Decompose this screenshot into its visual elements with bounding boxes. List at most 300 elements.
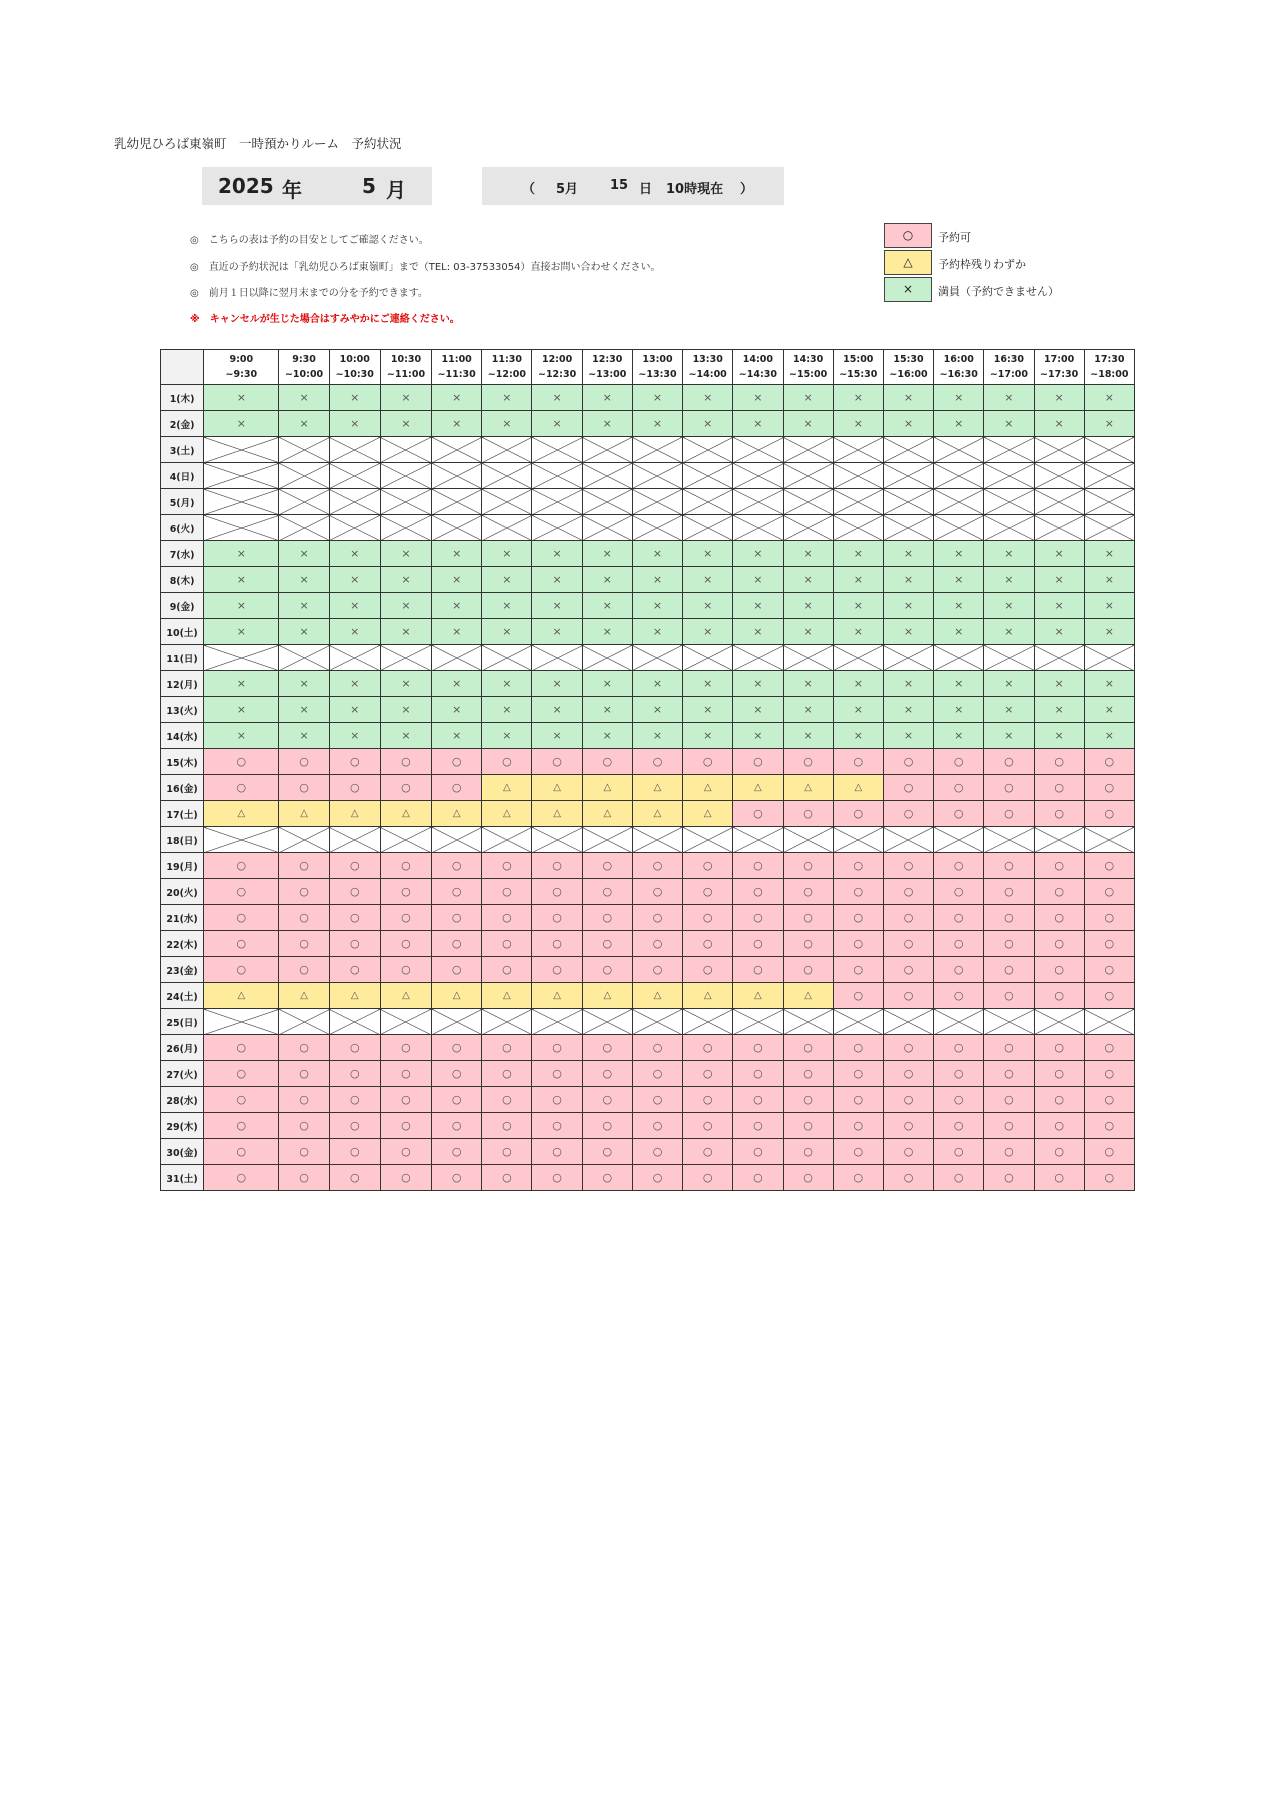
slot-status-cell: ○ — [833, 749, 883, 775]
closed-slot-cell — [582, 437, 632, 463]
slot-status-cell: ○ — [883, 801, 933, 827]
slot-status-cell: ○ — [833, 1035, 883, 1061]
day-row — [161, 411, 1135, 437]
closed-slot-cell — [532, 1009, 582, 1035]
slot-status-cell: × — [883, 723, 933, 749]
slot-status-cell: ○ — [733, 1035, 783, 1061]
slot-status-cell: ○ — [934, 1113, 984, 1139]
slot-status-cell: × — [984, 697, 1034, 723]
slot-status-cell: ○ — [833, 931, 883, 957]
closed-slot-cell — [1084, 1009, 1134, 1035]
closed-slot-cell — [783, 515, 833, 541]
slot-status-cell: ○ — [1034, 1035, 1084, 1061]
slot-status-cell: × — [380, 411, 431, 437]
slot-status-cell: × — [984, 411, 1034, 437]
closed-slot-cell — [733, 515, 783, 541]
slot-status-cell: ○ — [204, 853, 279, 879]
slot-status-cell: × — [1034, 619, 1084, 645]
closed-slot-cell — [733, 1009, 783, 1035]
closed-slot-cell — [432, 645, 482, 671]
slot-status-cell: × — [380, 567, 431, 593]
closed-slot-cell — [1034, 489, 1084, 515]
closed-slot-cell — [833, 489, 883, 515]
closed-slot-cell — [883, 437, 933, 463]
day-row — [161, 385, 1135, 411]
day-label: 31(土) — [161, 1165, 204, 1191]
slot-status-cell: × — [482, 671, 532, 697]
slot-header — [984, 350, 1034, 385]
closed-slot-cell — [1034, 1009, 1084, 1035]
day-label: 29(木) — [161, 1113, 204, 1139]
day-label: 21(水) — [161, 905, 204, 931]
reservation-table — [160, 349, 1135, 1191]
slot-status-cell: × — [833, 619, 883, 645]
slot-start: 17:30 — [1094, 354, 1125, 365]
slot-status-cell: △ — [582, 983, 632, 1009]
slot-status-cell: ○ — [380, 1139, 431, 1165]
day-label: 25(日) — [161, 1009, 204, 1035]
day-label: 8(木) — [161, 567, 204, 593]
slot-status-cell: × — [883, 385, 933, 411]
closed-slot-cell — [934, 463, 984, 489]
slot-status-cell: × — [279, 723, 329, 749]
slot-status-cell: ○ — [733, 853, 783, 879]
slot-status-cell: ○ — [1034, 1139, 1084, 1165]
slot-status-cell: × — [279, 411, 329, 437]
closed-slot-cell — [833, 827, 883, 853]
slot-header — [883, 350, 933, 385]
slot-status-cell: × — [279, 541, 329, 567]
slot-status-cell: ○ — [1084, 879, 1134, 905]
closed-slot-cell — [380, 437, 431, 463]
closed-slot-cell — [279, 463, 329, 489]
slot-status-cell: △ — [482, 983, 532, 1009]
slot-status-cell: × — [934, 723, 984, 749]
slot-status-cell: ○ — [733, 879, 783, 905]
slot-end: ~17:30 — [1040, 369, 1079, 380]
slot-status-cell: ○ — [432, 931, 482, 957]
slot-status-cell: ○ — [1084, 1061, 1134, 1087]
day-row — [161, 463, 1135, 489]
slot-status-cell: ○ — [783, 1035, 833, 1061]
slot-status-cell: ○ — [1084, 1139, 1134, 1165]
slot-status-cell: ○ — [733, 957, 783, 983]
slot-status-cell: ○ — [683, 749, 733, 775]
day-label: 27(火) — [161, 1061, 204, 1087]
slot-header — [432, 350, 482, 385]
slot-status-cell: × — [380, 593, 431, 619]
slot-status-cell: ○ — [1034, 983, 1084, 1009]
closed-slot-cell — [532, 645, 582, 671]
slot-status-cell: ○ — [1034, 853, 1084, 879]
day-row — [161, 541, 1135, 567]
slot-status-cell: × — [204, 619, 279, 645]
closed-slot-cell — [833, 1009, 883, 1035]
slot-status-cell: ○ — [934, 931, 984, 957]
slot-status-cell: × — [683, 723, 733, 749]
slot-status-cell: △ — [783, 775, 833, 801]
slot-status-cell: ○ — [532, 853, 582, 879]
slot-status-cell: ○ — [1084, 1165, 1134, 1191]
slot-status-cell: ○ — [1034, 931, 1084, 957]
day-row — [161, 619, 1135, 645]
slot-status-cell: ○ — [204, 1165, 279, 1191]
slot-status-cell: △ — [432, 983, 482, 1009]
slot-status-cell: × — [329, 411, 380, 437]
slot-status-cell: ○ — [432, 957, 482, 983]
closed-slot-cell — [632, 827, 682, 853]
slot-header — [733, 350, 783, 385]
slot-status-cell: △ — [482, 775, 532, 801]
slot-status-cell: × — [733, 723, 783, 749]
slot-status-cell: × — [482, 411, 532, 437]
closed-slot-cell — [329, 645, 380, 671]
slot-end: ~16:00 — [889, 369, 928, 380]
closed-slot-cell — [532, 515, 582, 541]
closed-slot-cell — [329, 437, 380, 463]
slot-status-cell: ○ — [783, 749, 833, 775]
slot-status-cell: × — [934, 593, 984, 619]
slot-status-cell: × — [279, 671, 329, 697]
slot-status-cell: × — [934, 385, 984, 411]
slot-status-cell: × — [683, 593, 733, 619]
closed-slot-cell — [1034, 645, 1084, 671]
slot-status-cell: × — [204, 385, 279, 411]
day-label: 16(金) — [161, 775, 204, 801]
slot-status-cell: ○ — [329, 879, 380, 905]
closed-slot-cell — [1084, 463, 1134, 489]
slot-status-cell: ○ — [279, 749, 329, 775]
slot-status-cell: △ — [733, 983, 783, 1009]
slot-status-cell: ○ — [1084, 749, 1134, 775]
slot-status-cell: × — [1084, 593, 1134, 619]
slot-status-cell: ○ — [934, 801, 984, 827]
slot-status-cell: ○ — [934, 957, 984, 983]
closed-slot-cell — [984, 437, 1034, 463]
slot-status-cell: ○ — [984, 957, 1034, 983]
slot-status-cell: × — [329, 671, 380, 697]
day-row — [161, 567, 1135, 593]
slot-status-cell: × — [1084, 541, 1134, 567]
slot-status-cell: ○ — [380, 1061, 431, 1087]
closed-slot-cell — [1084, 515, 1134, 541]
day-row — [161, 749, 1135, 775]
slot-status-cell: ○ — [532, 749, 582, 775]
slot-status-cell: ○ — [934, 1035, 984, 1061]
slot-status-cell: ○ — [482, 1035, 532, 1061]
slot-status-cell: ○ — [204, 1035, 279, 1061]
slot-status-cell: △ — [733, 775, 783, 801]
slot-status-cell: ○ — [532, 1087, 582, 1113]
closed-slot-cell — [279, 489, 329, 515]
slot-status-cell: ○ — [279, 931, 329, 957]
day-label: 4(日) — [161, 463, 204, 489]
closed-slot-cell — [329, 515, 380, 541]
day-label: 10(土) — [161, 619, 204, 645]
slot-status-cell: × — [783, 385, 833, 411]
slot-start: 16:30 — [993, 354, 1025, 365]
closed-slot-cell — [683, 437, 733, 463]
slot-status-cell: ○ — [934, 879, 984, 905]
slot-status-cell: ○ — [683, 905, 733, 931]
slot-status-cell: × — [683, 671, 733, 697]
day-row — [161, 645, 1135, 671]
slot-status-cell: × — [632, 671, 682, 697]
legend-full-label: 満員（予約できません） — [938, 285, 1059, 298]
slot-status-cell: ○ — [329, 905, 380, 931]
slot-status-cell: × — [432, 411, 482, 437]
day-label: 14(水) — [161, 723, 204, 749]
legend-available-label: 予約可 — [938, 231, 971, 244]
legend-few-left-label: 予約枠残りわずか — [938, 258, 1026, 271]
slot-status-cell: ○ — [432, 1087, 482, 1113]
as-of-month: 5月 — [556, 182, 579, 197]
slot-status-cell: ○ — [783, 931, 833, 957]
day-row — [161, 879, 1135, 905]
day-row — [161, 515, 1135, 541]
slot-header — [1084, 350, 1134, 385]
slot-start: 12:30 — [592, 354, 623, 365]
slot-status-cell: ○ — [204, 879, 279, 905]
slot-status-cell: △ — [432, 801, 482, 827]
slot-status-cell: × — [1084, 619, 1134, 645]
slot-status-cell: × — [683, 541, 733, 567]
slot-status-cell: × — [329, 385, 380, 411]
closed-slot-cell — [204, 463, 279, 489]
slot-status-cell: × — [279, 697, 329, 723]
slot-status-cell: ○ — [883, 1087, 933, 1113]
slot-status-cell: ○ — [380, 879, 431, 905]
slot-status-cell: ○ — [883, 879, 933, 905]
slot-status-cell: △ — [532, 801, 582, 827]
slot-status-cell: ○ — [1084, 1035, 1134, 1061]
slot-status-cell: ○ — [632, 853, 682, 879]
day-row — [161, 1035, 1135, 1061]
slot-status-cell: ○ — [482, 957, 532, 983]
slot-status-cell: ○ — [683, 853, 733, 879]
closed-slot-cell — [279, 515, 329, 541]
day-row — [161, 801, 1135, 827]
slot-status-cell: × — [1084, 697, 1134, 723]
slot-status-cell: ○ — [632, 1139, 682, 1165]
day-row — [161, 697, 1135, 723]
closed-slot-cell — [833, 515, 883, 541]
day-label: 9(金) — [161, 593, 204, 619]
day-label: 24(土) — [161, 983, 204, 1009]
slot-header — [683, 350, 733, 385]
slot-status-cell: × — [329, 697, 380, 723]
slot-status-cell: × — [934, 619, 984, 645]
slot-end: ~12:00 — [487, 369, 526, 380]
closed-slot-cell — [833, 437, 883, 463]
slot-status-cell: × — [984, 385, 1034, 411]
slot-status-cell: ○ — [1034, 1087, 1084, 1113]
slot-status-cell: ○ — [532, 931, 582, 957]
slot-status-cell: × — [432, 541, 482, 567]
slot-status-cell: × — [632, 567, 682, 593]
slot-status-cell: ○ — [482, 905, 532, 931]
as-of-open-paren: （ — [522, 182, 536, 197]
year-month-box — [202, 167, 432, 205]
slot-status-cell: × — [582, 593, 632, 619]
slot-status-cell: × — [984, 723, 1034, 749]
slot-status-cell: × — [329, 723, 380, 749]
slot-status-cell: ○ — [934, 1165, 984, 1191]
day-label: 7(水) — [161, 541, 204, 567]
slot-status-cell: × — [934, 697, 984, 723]
slot-status-cell: ○ — [833, 1061, 883, 1087]
slot-status-cell: ○ — [733, 801, 783, 827]
slot-status-cell: × — [380, 671, 431, 697]
slot-status-cell: ○ — [432, 905, 482, 931]
slot-status-cell: × — [532, 671, 582, 697]
day-row — [161, 437, 1135, 463]
slot-status-cell: △ — [380, 983, 431, 1009]
slot-status-cell: × — [329, 593, 380, 619]
slot-status-cell: × — [783, 593, 833, 619]
slot-status-cell: × — [984, 593, 1034, 619]
slot-status-cell: △ — [204, 801, 279, 827]
slot-status-cell: ○ — [432, 1113, 482, 1139]
slot-status-cell: × — [279, 593, 329, 619]
day-label: 12(月) — [161, 671, 204, 697]
slot-status-cell: ○ — [984, 1139, 1034, 1165]
slot-status-cell: ○ — [1034, 879, 1084, 905]
slot-status-cell: ○ — [279, 775, 329, 801]
slot-header — [1034, 350, 1084, 385]
slot-start: 9:30 — [292, 354, 316, 365]
closed-slot-cell — [783, 463, 833, 489]
note-contact: ◎ 直近の予約状況は「乳幼児ひろば東嶺町」まで（TEL: 03-37533054）直接お問い合わせください。 — [190, 262, 661, 273]
slot-status-cell: ○ — [582, 1165, 632, 1191]
closed-slot-cell — [1084, 437, 1134, 463]
slot-status-cell: △ — [204, 983, 279, 1009]
slot-header — [329, 350, 380, 385]
slot-status-cell: × — [934, 411, 984, 437]
slot-status-cell: ○ — [883, 1113, 933, 1139]
slot-start: 10:30 — [390, 354, 422, 365]
slot-status-cell: ○ — [1084, 931, 1134, 957]
slot-status-cell: ○ — [883, 749, 933, 775]
closed-slot-cell — [532, 827, 582, 853]
slot-status-cell: ○ — [1084, 957, 1134, 983]
slot-status-cell: ○ — [380, 1087, 431, 1113]
slot-status-cell: × — [1084, 411, 1134, 437]
slot-status-cell: × — [733, 593, 783, 619]
slot-status-cell: ○ — [833, 1165, 883, 1191]
slot-status-cell: ○ — [329, 1165, 380, 1191]
day-row — [161, 671, 1135, 697]
slot-status-cell: ○ — [733, 905, 783, 931]
slot-status-cell: ○ — [683, 1139, 733, 1165]
closed-slot-cell — [532, 437, 582, 463]
closed-slot-cell — [883, 489, 933, 515]
closed-slot-cell — [482, 645, 532, 671]
closed-slot-cell — [783, 645, 833, 671]
slot-status-cell: × — [833, 567, 883, 593]
slot-status-cell: × — [632, 541, 682, 567]
note-guideline: ◎ こちらの表は予約の目安としてご確認ください。 — [190, 235, 429, 246]
slot-status-cell: ○ — [1084, 905, 1134, 931]
closed-slot-cell — [934, 515, 984, 541]
header-corner — [161, 350, 204, 385]
slot-status-cell: × — [482, 619, 532, 645]
slot-status-cell: ○ — [432, 1061, 482, 1087]
slot-status-cell: × — [934, 541, 984, 567]
slot-status-cell: ○ — [984, 931, 1034, 957]
slot-status-cell: ○ — [279, 1113, 329, 1139]
slot-status-cell: × — [984, 541, 1034, 567]
closed-slot-cell — [482, 515, 532, 541]
slot-status-cell: ○ — [783, 905, 833, 931]
slot-header — [582, 350, 632, 385]
closed-slot-cell — [683, 463, 733, 489]
closed-slot-cell — [204, 1009, 279, 1035]
slot-header — [204, 350, 279, 385]
slot-status-cell: × — [532, 619, 582, 645]
day-label: 22(木) — [161, 931, 204, 957]
slot-status-cell: ○ — [329, 931, 380, 957]
slot-status-cell: ○ — [582, 931, 632, 957]
slot-status-cell: ○ — [783, 1165, 833, 1191]
slot-status-cell: ○ — [632, 749, 682, 775]
slot-status-cell: × — [1034, 593, 1084, 619]
closed-slot-cell — [883, 827, 933, 853]
slot-start: 14:30 — [792, 354, 824, 365]
closed-slot-cell — [934, 1009, 984, 1035]
slot-status-cell: ○ — [279, 853, 329, 879]
slot-status-cell: ○ — [733, 749, 783, 775]
closed-slot-cell — [204, 645, 279, 671]
slot-status-cell: ○ — [883, 931, 933, 957]
slot-status-cell: × — [783, 671, 833, 697]
slot-status-cell: × — [833, 385, 883, 411]
slot-status-cell: ○ — [329, 1113, 380, 1139]
slot-status-cell: ○ — [733, 1087, 783, 1113]
closed-slot-cell — [883, 645, 933, 671]
slot-status-cell: × — [532, 411, 582, 437]
slot-status-cell: ○ — [432, 853, 482, 879]
slot-end: ~10:00 — [284, 369, 324, 380]
slot-status-cell: ○ — [380, 931, 431, 957]
slot-status-cell: ○ — [883, 853, 933, 879]
slot-status-cell: ○ — [582, 1035, 632, 1061]
slot-status-cell: × — [1084, 671, 1134, 697]
slot-status-cell: △ — [279, 801, 329, 827]
slot-start: 11:00 — [441, 354, 472, 365]
slot-status-cell: × — [833, 697, 883, 723]
slot-status-cell: ○ — [984, 1061, 1034, 1087]
slot-status-cell: △ — [783, 983, 833, 1009]
day-label: 1(木) — [161, 385, 204, 411]
closed-slot-cell — [582, 1009, 632, 1035]
closed-slot-cell — [279, 1009, 329, 1035]
closed-slot-cell — [783, 489, 833, 515]
slot-status-cell: × — [204, 567, 279, 593]
slot-status-cell: ○ — [833, 1113, 883, 1139]
day-label: 5(月) — [161, 489, 204, 515]
closed-slot-cell — [380, 515, 431, 541]
slot-status-cell: × — [883, 541, 933, 567]
day-row — [161, 1061, 1135, 1087]
month-value: 5 — [362, 174, 376, 198]
slot-status-cell: ○ — [279, 1035, 329, 1061]
slot-status-cell: × — [783, 619, 833, 645]
slot-status-cell: ○ — [984, 983, 1034, 1009]
slot-status-cell: × — [279, 385, 329, 411]
slot-status-cell: × — [783, 697, 833, 723]
closed-slot-cell — [279, 827, 329, 853]
